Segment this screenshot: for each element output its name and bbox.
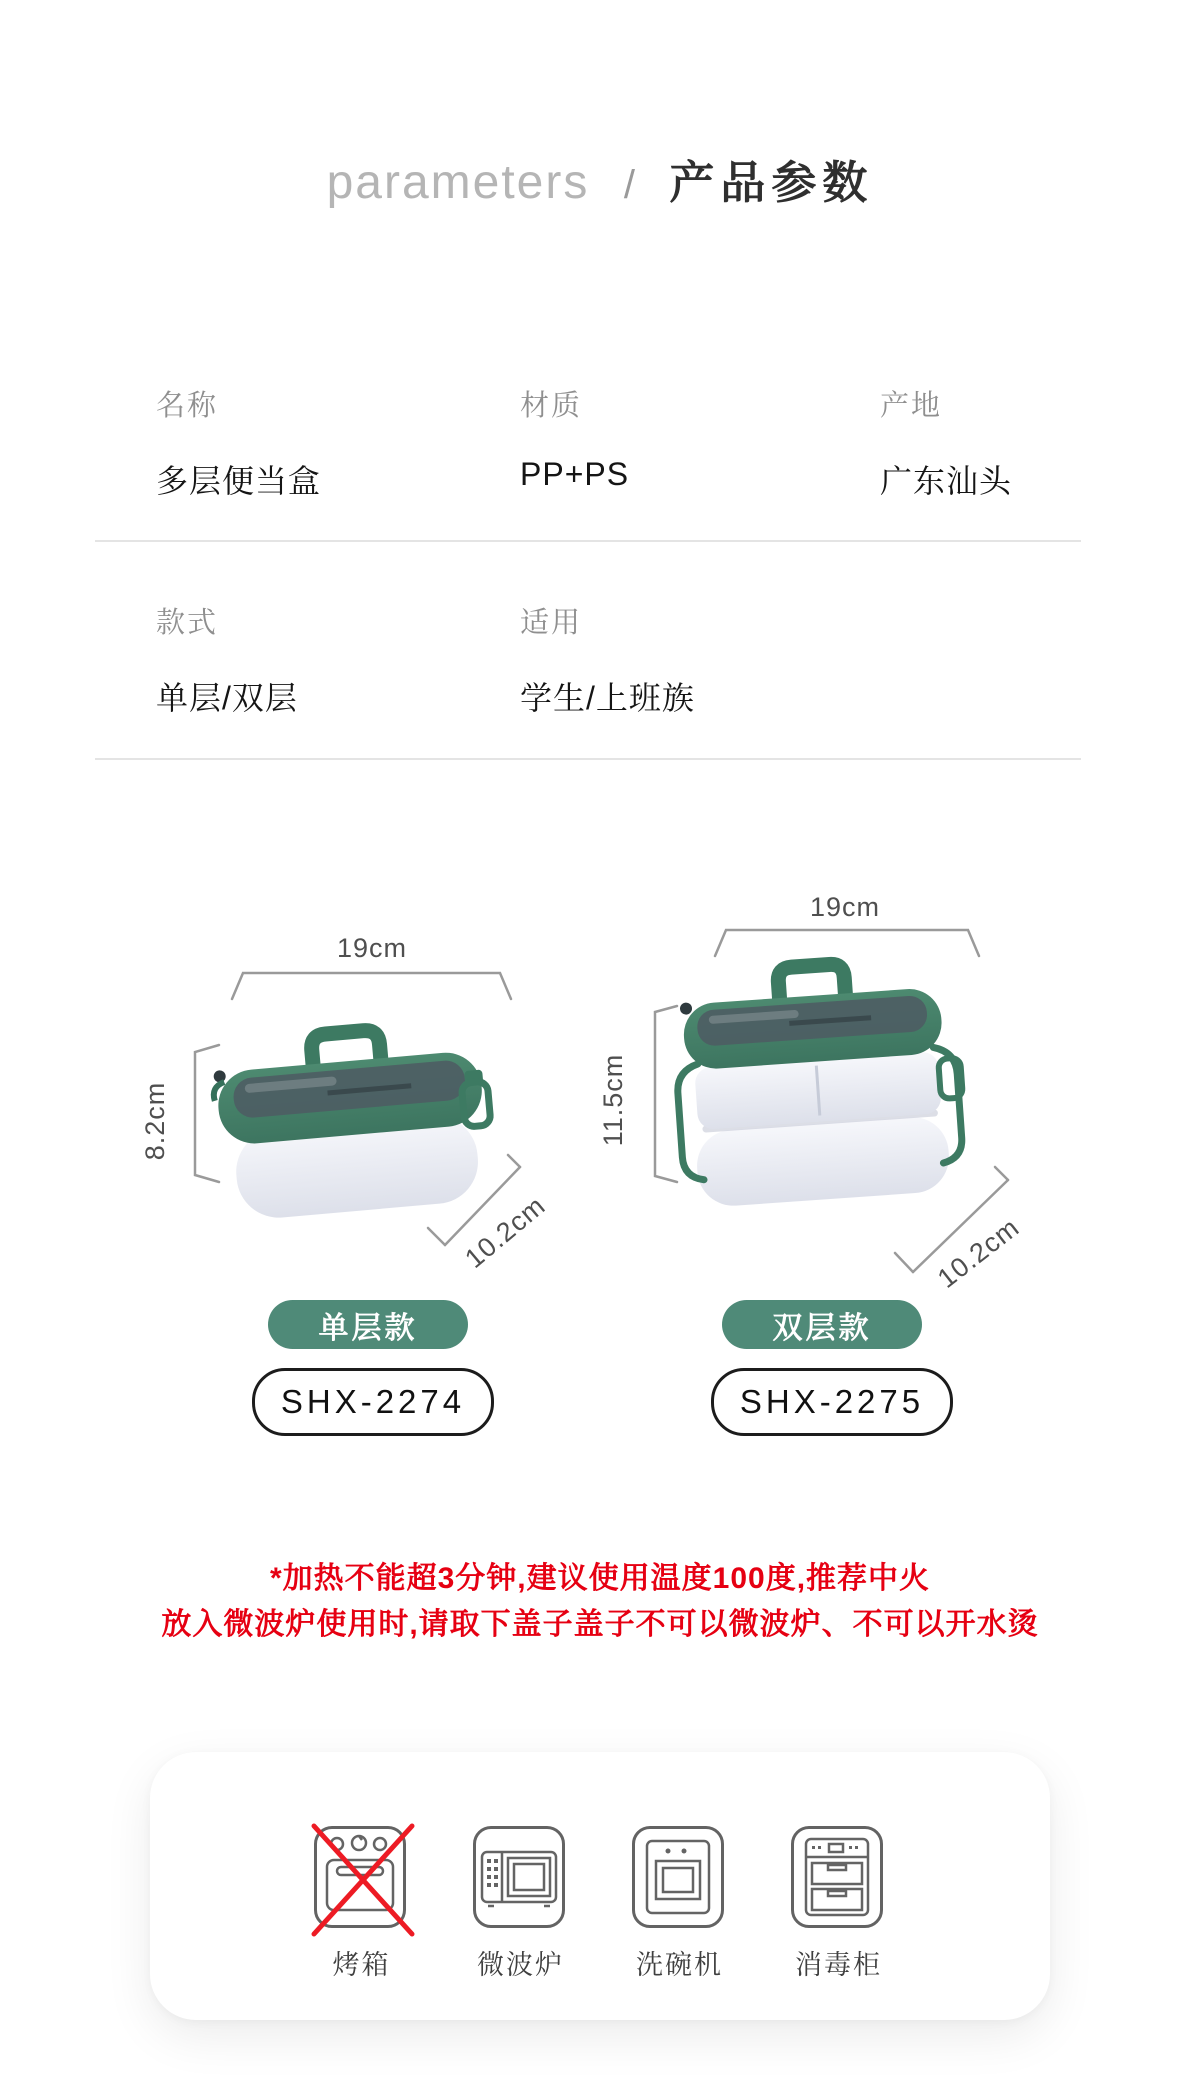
- double-layer-lunchbox-art: [670, 956, 970, 1209]
- depth-dim-tick: [895, 1253, 913, 1272]
- warning-line-1: *加热不能超3分钟,建议使用温度100度,推荐中火: [269, 1562, 931, 1595]
- spec-cell-name: [156, 383, 321, 502]
- depth-dim-tick: [995, 1167, 1008, 1180]
- model-number-double: SHX-2275: [711, 1368, 953, 1436]
- height-dim-line: [195, 1045, 219, 1182]
- spec-value: PP+PS: [520, 456, 630, 492]
- depth-dim-tick: [508, 1155, 520, 1167]
- single-layer-lunchbox-art: [209, 1020, 497, 1222]
- appliance-oven: [314, 1826, 410, 1982]
- sterilizer-icon: [791, 1826, 883, 1928]
- spec-label: 适用: [520, 607, 583, 639]
- dishwasher-icon: [632, 1826, 724, 1928]
- divider-line: [95, 758, 1081, 760]
- spec-label: 款式: [156, 607, 219, 639]
- depth-dim-label: 10.2cm: [931, 1211, 1025, 1294]
- appliance-label: 烤箱: [332, 1950, 391, 1980]
- height-dim-label: 8.2cm: [140, 1081, 170, 1161]
- spec-value: 单层/双层: [156, 680, 298, 716]
- height-dim-label: 11.5cm: [598, 1053, 628, 1147]
- appliance-label: 消毒柜: [795, 1950, 882, 1980]
- page-title: [0, 146, 1200, 211]
- spec-label: 材质: [520, 390, 583, 422]
- spec-cell-origin: [880, 383, 1012, 502]
- width-dim-label: 19cm: [336, 933, 408, 963]
- heating-warning: [0, 1556, 1200, 1648]
- appliance-label: 洗碗机: [636, 1950, 723, 1980]
- divider-line: [95, 540, 1081, 542]
- spec-value: 学生/上班族: [520, 680, 695, 716]
- spec-label: 名称: [156, 390, 219, 422]
- left-hinge: [680, 1002, 693, 1015]
- spec-cell-suitable: [520, 600, 695, 719]
- single-layer-lunchbox-figure: [120, 895, 560, 1285]
- warning-line-2: 放入微波炉使用时,请取下盖子盖子不可以微波炉、不可以开水烫: [161, 1608, 1039, 1641]
- badge-single-layer: 单层款: [268, 1300, 468, 1349]
- model-number-single: SHX-2274: [252, 1368, 494, 1436]
- oven-icon: [314, 1826, 406, 1928]
- spec-value: 广东汕头: [880, 463, 1013, 499]
- spec-label: 产地: [880, 390, 943, 422]
- depth-dim-tick: [428, 1228, 445, 1245]
- title-chinese: 产品参数: [669, 157, 874, 208]
- side-latch: [938, 1058, 963, 1099]
- title-separator: /: [623, 163, 635, 207]
- appliance-microwave: [473, 1826, 569, 1982]
- spec-cell-material: [520, 383, 629, 493]
- spec-cell-style: [156, 600, 298, 719]
- badge-double-layer: 双层款: [722, 1300, 922, 1349]
- appliance-sterilizer: [791, 1826, 887, 1982]
- not-allowed-cross-icon: [309, 1821, 417, 1939]
- appliance-dishwasher: [632, 1826, 728, 1982]
- appliance-compatibility-card: [150, 1752, 1050, 2020]
- double-layer-lunchbox-figure: [580, 860, 1050, 1300]
- microwave-icon: [473, 1826, 565, 1928]
- depth-dim-label: 10.2cm: [459, 1190, 552, 1274]
- spec-value: 多层便当盒: [156, 463, 322, 499]
- width-dim-line: [715, 930, 979, 956]
- appliance-label: 微波炉: [477, 1950, 564, 1980]
- height-dim-line: [655, 1006, 677, 1182]
- width-dim-line: [232, 973, 511, 999]
- title-english: parameters: [326, 156, 590, 209]
- width-dim-label: 19cm: [809, 892, 881, 922]
